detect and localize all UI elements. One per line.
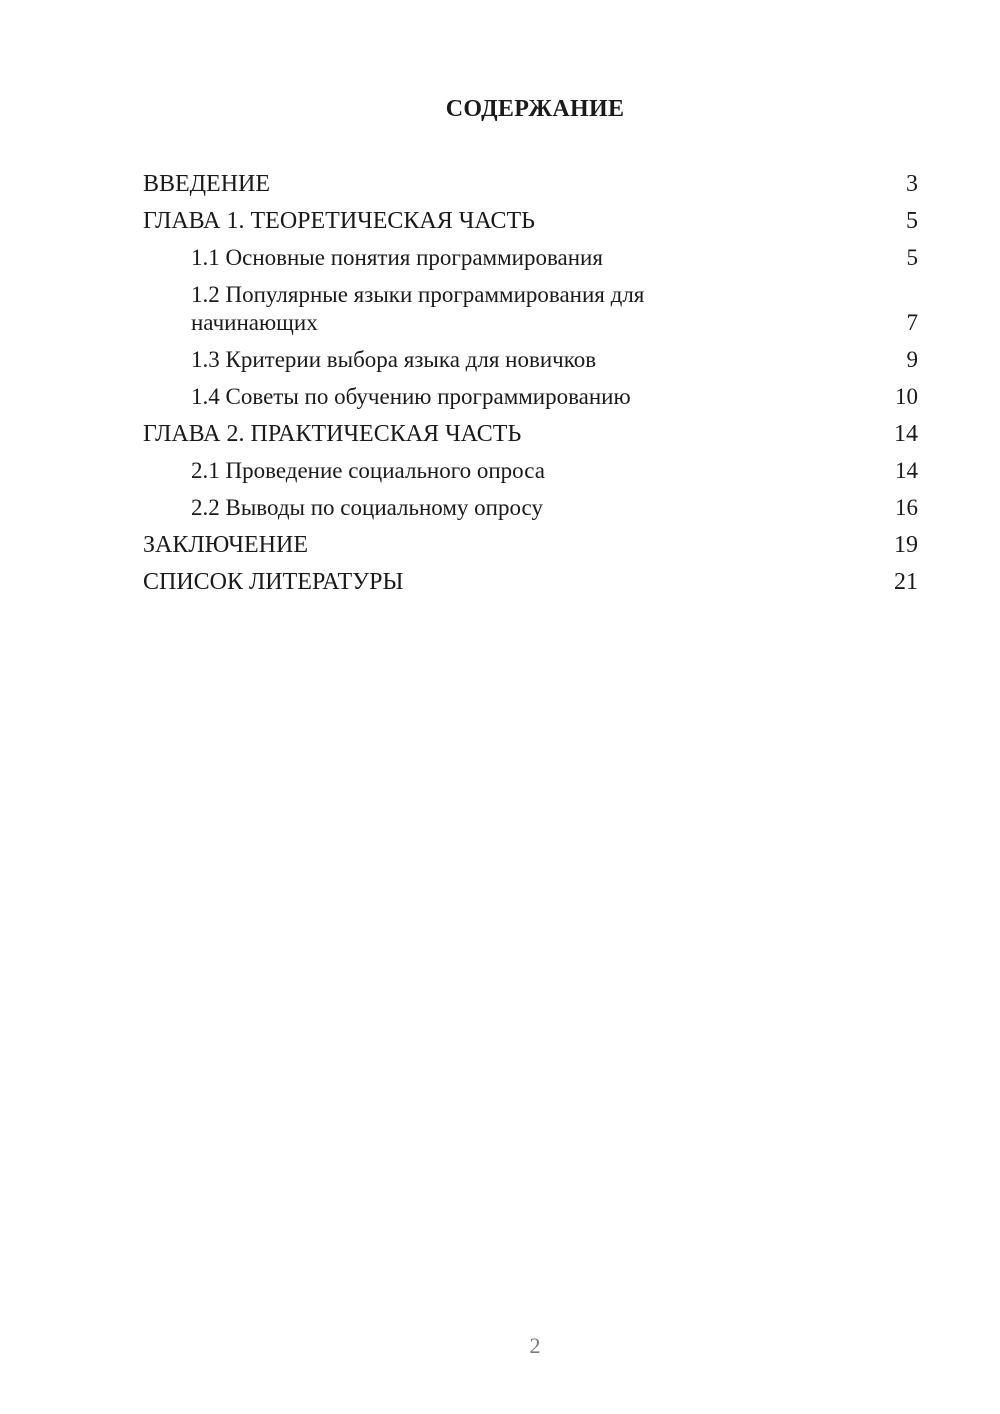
toc-entry-section-2-2[interactable] — [143, 494, 918, 522]
toc-entry-introduction[interactable] — [143, 170, 918, 198]
toc-entry-title: ВВЕДЕНИЕ — [143, 171, 271, 197]
toc-entry-title: ЗАКЛЮЧЕНИЕ — [143, 532, 308, 558]
toc-entry-page: 5 — [906, 208, 918, 234]
toc-entry-section-1-4[interactable] — [143, 383, 918, 411]
toc-entry-title: ГЛАВА 2. ПРАКТИЧЕСКАЯ ЧАСТЬ — [143, 421, 522, 447]
toc-entry-conclusion[interactable] — [143, 531, 918, 559]
toc-entry-page: 10 — [895, 384, 918, 409]
toc-entry-title: 2.2 Выводы по социальному опросу — [191, 495, 543, 520]
page-title: СОДЕРЖАНИЕ — [445, 96, 625, 122]
toc-entry-title: 1.1 Основные понятия программирования — [191, 245, 603, 270]
toc-entry-page: 19 — [894, 532, 918, 558]
page-number: 2 — [529, 1333, 541, 1358]
toc-entry-title: 2.1 Проведение социального опроса — [191, 458, 545, 483]
toc-entry-section-1-1[interactable] — [143, 244, 918, 272]
toc-entry-chapter-2[interactable] — [143, 420, 918, 448]
toc-entry-page: 7 — [906, 310, 918, 335]
table-of-contents — [143, 170, 918, 605]
toc-entry-page: 9 — [906, 347, 918, 372]
toc-entry-chapter-1[interactable] — [143, 207, 918, 235]
toc-entry-page: 14 — [895, 458, 918, 483]
toc-entry-title: 1.2 Популярные языки программирования для начинающих — [191, 282, 645, 335]
toc-entry-page: 14 — [894, 421, 918, 447]
toc-entry-page: 21 — [894, 569, 918, 595]
toc-entry-section-1-3[interactable] — [143, 346, 918, 374]
toc-entry-page: 5 — [906, 245, 918, 270]
toc-entry-title: СПИСОК ЛИТЕРАТУРЫ — [143, 569, 404, 595]
toc-entry-page: 16 — [895, 495, 918, 520]
toc-entry-title: 1.3 Критерии выбора языка для новичков — [191, 347, 597, 372]
toc-entry-title: 1.4 Советы по обучению программированию — [191, 384, 631, 409]
toc-entry-references[interactable] — [143, 568, 918, 596]
toc-entry-page: 3 — [906, 171, 918, 197]
toc-entry-section-2-1[interactable] — [143, 457, 918, 485]
toc-entry-title: ГЛАВА 1. ТЕОРЕТИЧЕСКАЯ ЧАСТЬ — [143, 208, 535, 234]
toc-entry-section-1-2[interactable] — [143, 281, 918, 337]
